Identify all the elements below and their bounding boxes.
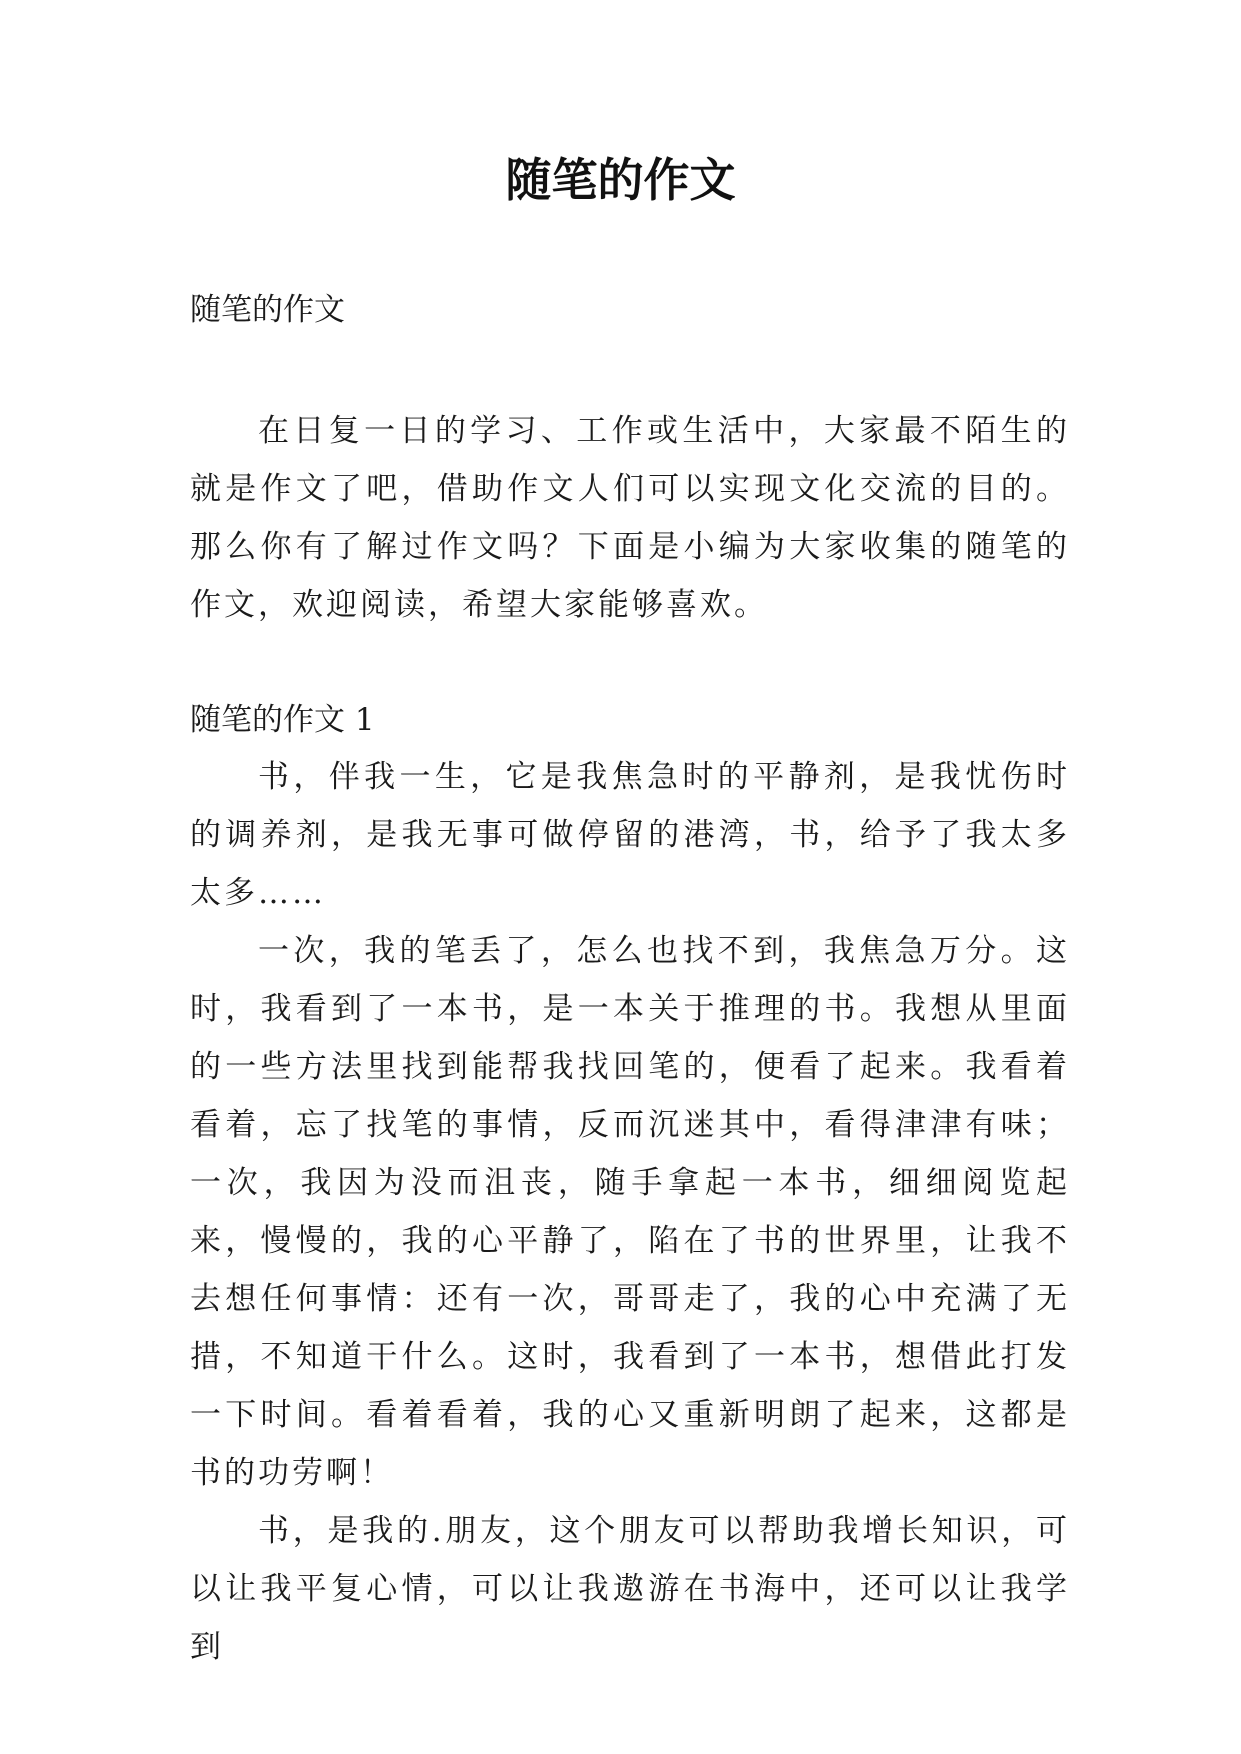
body-paragraph-2: 一次，我的笔丢了，怎么也找不到，我焦急万分。这时，我看到了一本书，是一本关于推理的书。我想从里面的一些方法里找到能帮我找回笔的，便看了起来。我看着看着，忘了找笔的事情，反而沉迷其中，看得津津有味；一次，我因为没而沮丧，随手拿起一本书，细细阅览起来，慢慢的，我的心平静了，陷在了书的世界里，让我不去想任何事情：还有一次，哥哥走了，我的心中充满了无措，不知道干什么。这时，我看到了一本书，想借此打发一下时间。看着看着，我的心又重新明朗了起来，这都是书的功劳啊！ (190, 933, 1070, 1491)
intro-paragraph: 在日复一日的学习、工作或生活中，大家最不陌生的就是作文了吧，借助作文人们可以实现文化交流的目的。那么你有了解过作文吗？下面是小编为大家收集的随笔的作文，欢迎阅读，希望大家能够喜欢。 (190, 413, 1070, 623)
body-paragraph-3: 书，是我的.朋友，这个朋友可以帮助我增长知识，可以让我平复心情，可以让我遨游在书海中，还可以让我学到 (190, 1513, 1070, 1665)
document-title: 随笔的作文 (505, 153, 736, 207)
section-heading: 随笔的作文 1 (190, 702, 375, 738)
document-subtitle: 随笔的作文 (190, 292, 345, 328)
body-paragraph-1: 书，伴我一生，它是我焦急时的平静剂，是我忧伤时的调养剂，是我无事可做停留的港湾，书，给予了我太多太多…… (190, 759, 1070, 911)
intro-block (190, 402, 1070, 634)
section-body (190, 748, 1070, 1676)
